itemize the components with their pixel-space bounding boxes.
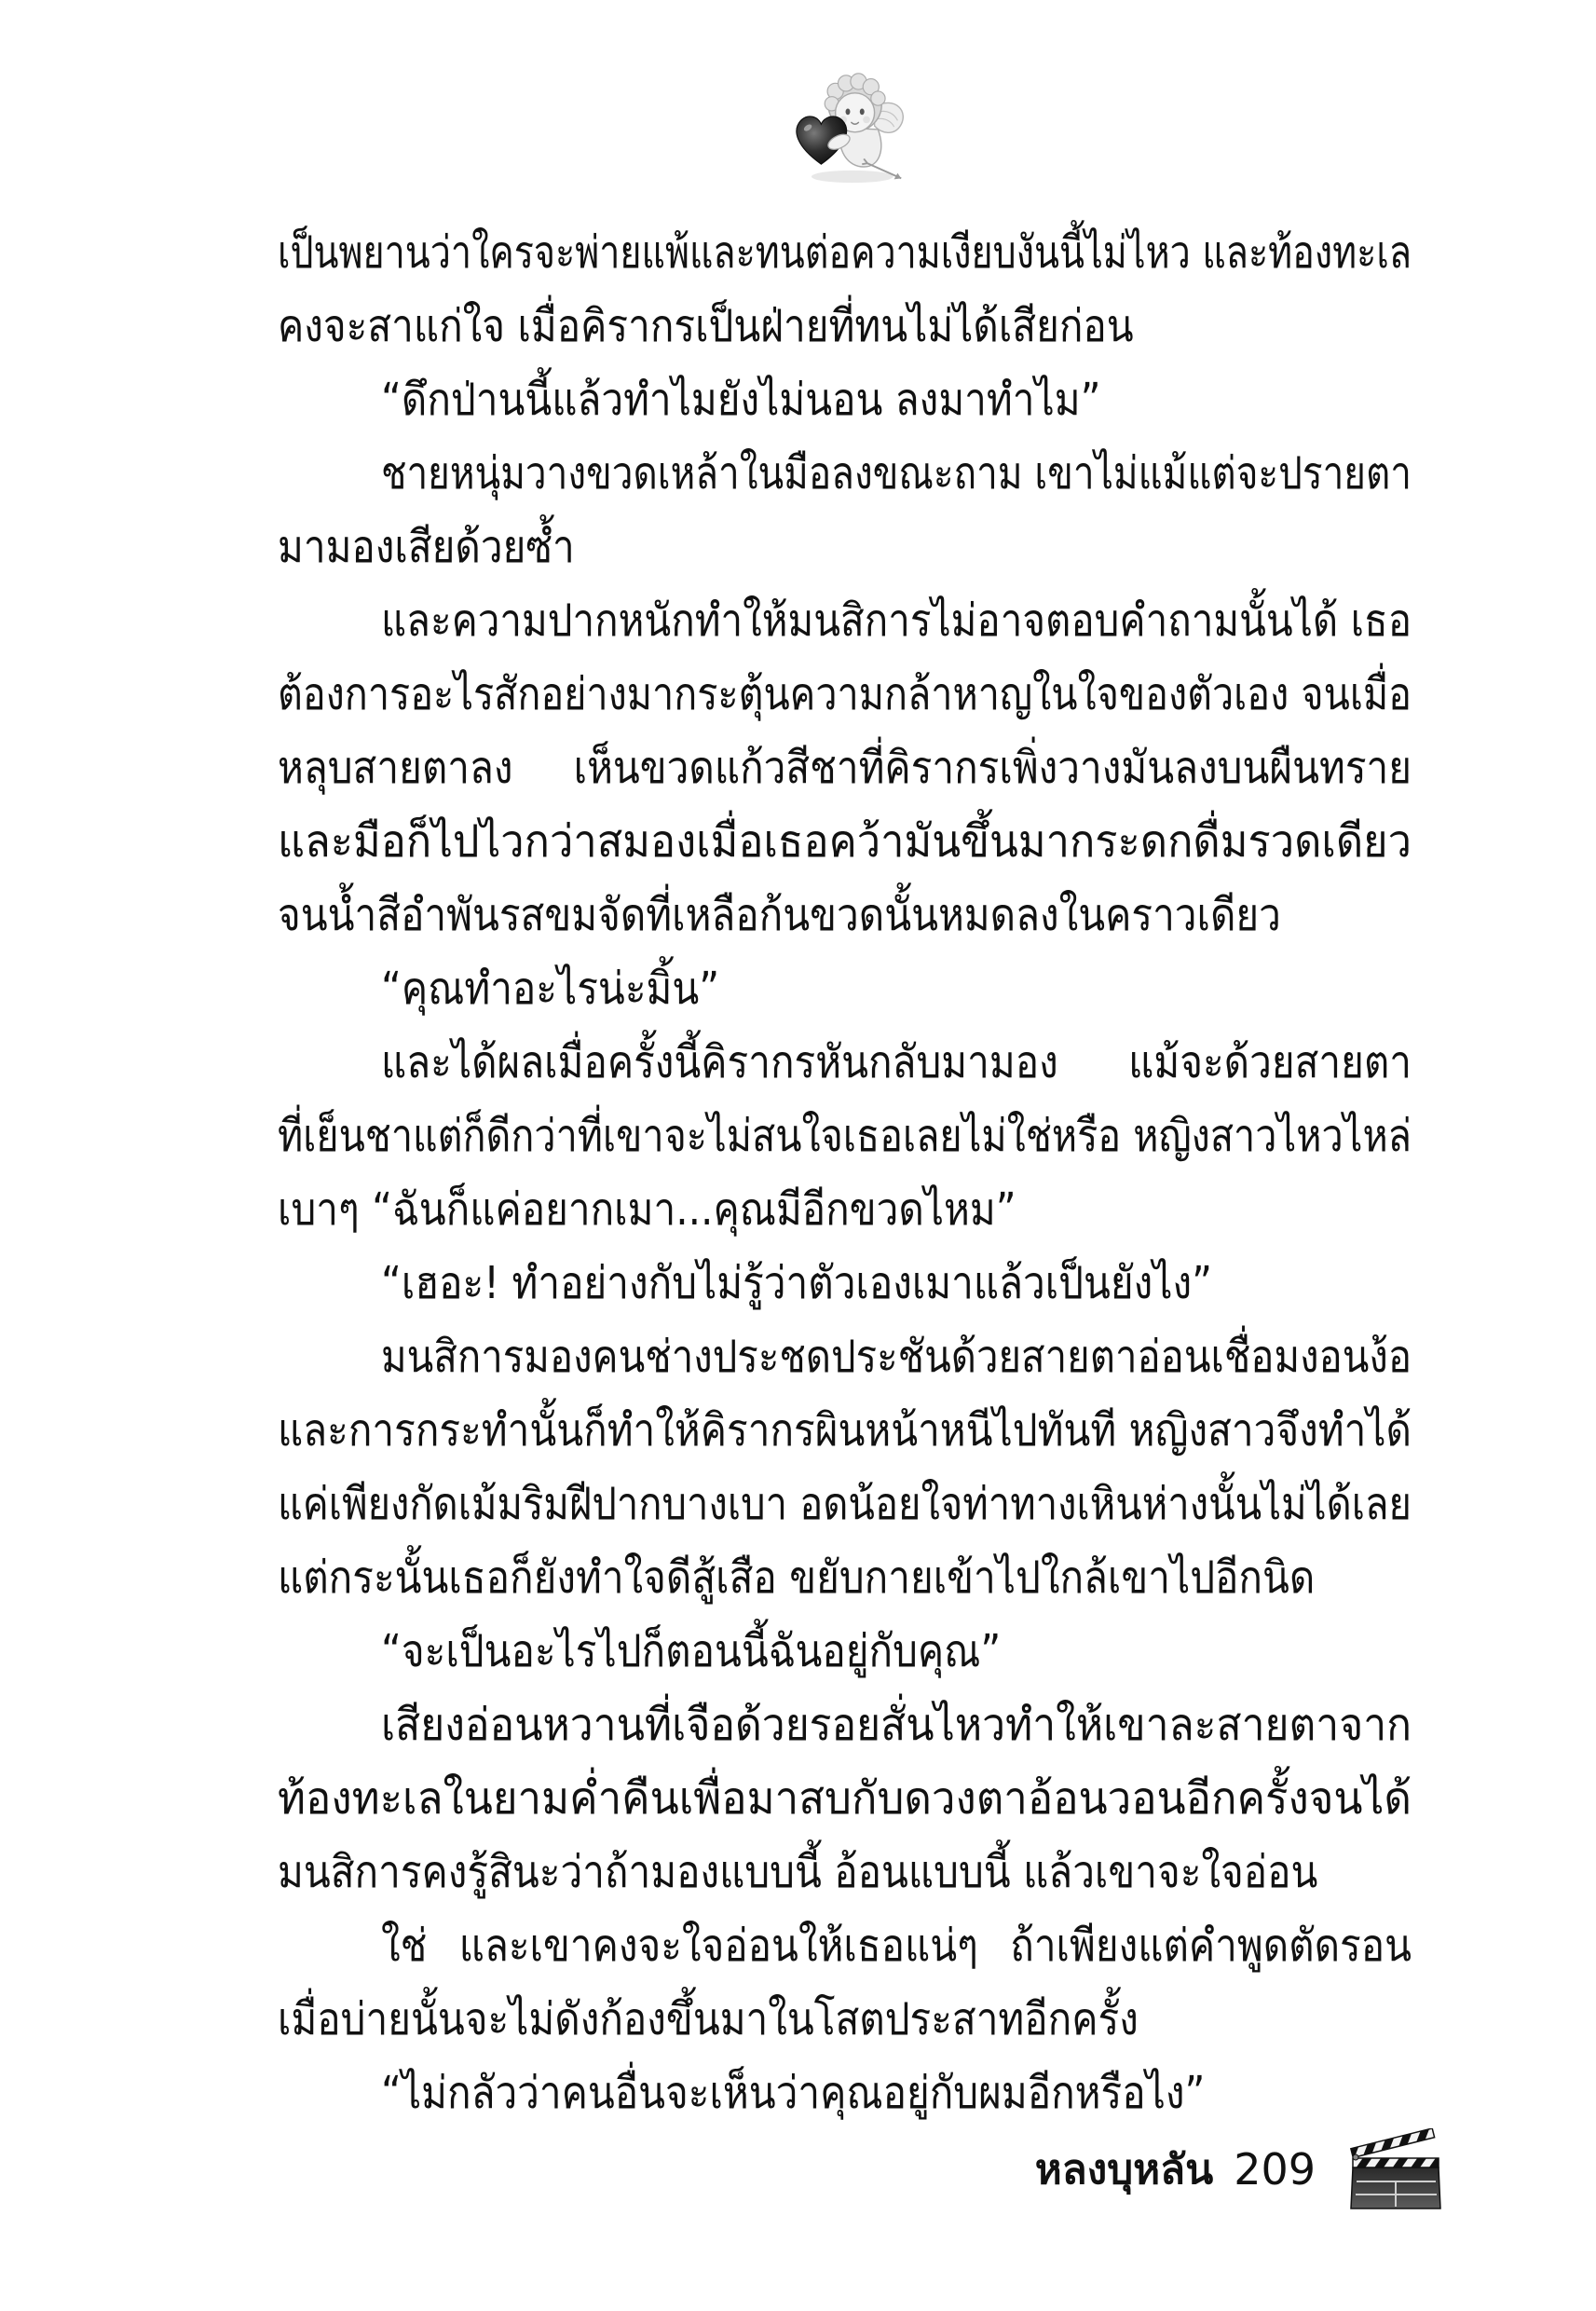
text-line-text: เสียงอ่อนหวานที่เจือด้วยรอยสั่นไหวทำให้เขาละสายตาจาก [381,1699,1412,1751]
text-line-text: และมือก็ไปไวกว่าสมองเมื่อเธอคว้ามันขึ้นมากระดกดื่มรวดเดียว [278,815,1412,868]
text-line [278,1836,1412,1909]
text-line [278,1689,1412,1762]
text-line [278,1100,1412,1173]
text-line [278,1468,1412,1541]
text-line [278,584,1412,658]
paragraph [278,952,1412,1026]
text-line [278,1983,1412,2057]
text-line [278,805,1412,879]
text-line [278,363,1412,437]
text-line-text: เป็นพยานว่าใครจะพ่ายแพ้และทนต่อความเงียบงันนี้ไม่ไหว และท้องทะเล [278,226,1412,279]
paragraph [278,1615,1412,1689]
text-line-text: ใช่ และเขาคงจะใจอ่อนให้เธอแน่ๆ ถ้าเพียงแต่คำพูดตัดรอน [381,1920,1412,1972]
text-line-text: ชายหนุ่มวางขวดเหล้าในมือลงขณะถาม เขาไม่แม้แต่จะปรายตา [381,447,1412,499]
text-line-text: และได้ผลเมื่อครั้งนี้คิรากรหันกลับมามอง แม้จะด้วยสายตา [381,1036,1412,1088]
text-line-text: “ดึกป่านนี้แล้วทำไมยังไม่นอน ลงมาทำไม” [381,374,1101,426]
text-line [278,1762,1412,1836]
paragraph [278,216,1412,363]
text-line-text: “เฮอะ! ทำอย่างกับไม่รู้ว่าตัวเองเมาแล้วเป็นยังไง” [381,1257,1213,1309]
text-line [278,732,1412,805]
text-line [278,1320,1412,1394]
text-line-text: มามองเสียด้วยซ้ำ [278,521,575,573]
text-line-text: เมื่อบ่ายนั้นจะไม่ดังก้องขึ้นมาในโสตประสาทอีกครั้ง [278,1993,1139,2045]
text-line [278,1541,1412,1615]
paragraph [278,437,1412,584]
text-line [278,1173,1412,1247]
text-line [278,437,1412,511]
text-line-text: เบาๆ “ฉันก็แค่อยากเมา...คุณมีอีกขวดไหม” [278,1183,1016,1236]
page-footer [1035,2128,1444,2210]
text-line [278,2057,1412,2130]
text-line-text: จนน้ำสีอำพันรสขมจัดที่เหลือก้นขวดนั้นหมดลงในคราวเดียว [278,889,1281,941]
text-line [278,1026,1412,1100]
text-line-text: ต้องการอะไรสักอย่างมากระตุ้นความกล้าหาญในใจของตัวเอง จนเมื่อ [278,668,1412,720]
text-line [278,658,1412,732]
text-line-text: มนสิการมองคนช่างประชดประชันด้วยสายตาอ่อนเชื่อมงอนง้อ [381,1331,1412,1383]
paragraph [278,1247,1412,1320]
text-line-text: และการกระทำนั้นก็ทำให้คิรากรผินหน้าหนีไปทันที หญิงสาวจึงทำได้ [278,1404,1412,1456]
paragraph [278,1320,1412,1615]
text-line [278,216,1412,290]
text-line-text: แค่เพียงกัดเม้มริมฝีปากบางเบา อดน้อยใจท่าทางเหินห่างนั้นไม่ได้เลย [278,1478,1412,1530]
paragraph [278,584,1412,952]
text-line-text: “ไม่กลัวว่าคนอื่นจะเห็นว่าคุณอยู่กับผมอีกหรือไง” [381,2067,1206,2119]
text-line [278,879,1412,952]
text-line-text: “คุณทำอะไรน่ะมิ้น” [381,963,720,1015]
paragraph [278,1026,1412,1247]
text-line-text: มนสิการคงรู้สินะว่าถ้ามองแบบนี้ อ้อนแบบนี้ แล้วเขาจะใจอ่อน [278,1846,1318,1898]
clapperboard-icon [1347,2128,1444,2210]
text-line-text: ท้องทะเลในยามค่ำคืนเพื่อมาสบกับดวงตาอ้อนวอนอีกครั้งจนได้ [278,1772,1412,1825]
text-line [278,1394,1412,1468]
text-line-text: และความปากหนักทำให้มนสิการไม่อาจตอบคำถามนั้นได้ เธอ [381,595,1412,647]
text-line [278,1909,1412,1983]
text-line [278,511,1412,584]
text-line-text: หลุบสายตาลง เห็นขวดแก้วสีชาที่คิรากรเพิ่งวางมันลงบนผืนทราย [278,742,1412,794]
paragraph [278,1909,1412,2057]
text-line-text: แต่กระนั้นเธอก็ยังทำใจดีสู้เสือ ขยับกายเข้าไปใกล้เขาไปอีกนิด [278,1552,1316,1604]
cupid-heart-icon [785,71,910,186]
text-line [278,290,1412,363]
body-text [278,216,1412,2130]
text-line [278,1615,1412,1689]
text-line [278,1247,1412,1320]
paragraph [278,1689,1412,1909]
book-title: หลงบุหลัน [1034,2146,1214,2194]
text-line-text: “จะเป็นอะไรไปก็ตอนนี้ฉันอยู่กับคุณ” [381,1625,1002,1677]
text-line [278,952,1412,1026]
text-line-text: คงจะสาแก่ใจ เมื่อคิรากรเป็นฝ่ายที่ทนไม่ได้เสียก่อน [278,300,1134,352]
paragraph [278,2057,1412,2130]
page-number: 209 [1234,2144,1316,2195]
text-line-text: ที่เย็นชาแต่ก็ดีกว่าที่เขาจะไม่สนใจเธอเลยไม่ใช่หรือ หญิงสาวไหวไหล่ [278,1110,1412,1162]
paragraph [278,363,1412,437]
